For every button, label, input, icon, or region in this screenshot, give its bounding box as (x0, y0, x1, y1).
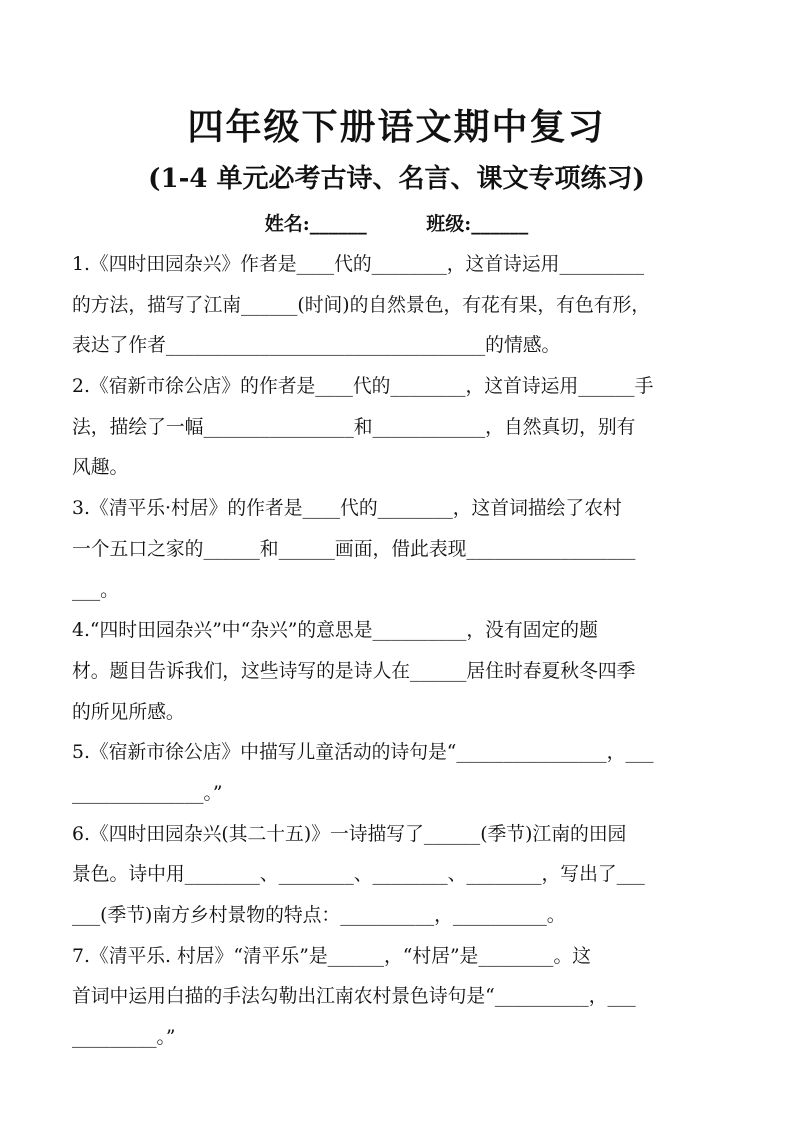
page-subtitle: (1-4 单元必考古诗、名言、课文专项练习) (148, 164, 645, 194)
question-line: 一个五口之家的______和______画面，借此表现__________________ (72, 538, 636, 560)
name-class-row: 姓名:______ 班级:______ (264, 213, 529, 235)
question-7 (72, 937, 726, 1059)
question-line: 风趣。 (72, 457, 129, 479)
question-line: _________。” (72, 1027, 176, 1049)
question-line: 4.“四时田园杂兴”中“杂兴”的意思是__________，没有固定的题 (72, 620, 598, 642)
question-line: 5.《宿新市徐公店》中描写儿童活动的诗句是“________________，___ (72, 742, 654, 764)
question-line: 表达了作者__________________________________的情感。 (72, 335, 561, 357)
question-line: ___(季节)南方乡村景物的特点：__________，__________。 (72, 905, 566, 926)
question-line: 6.《四时田园杂兴(其二十五)》一诗描写了______(季节)江南的田园 (72, 823, 627, 845)
question-line: ___。 (72, 579, 119, 601)
question-line: 的所见所感。 (72, 701, 185, 723)
question-line: 的方法，描写了江南______(时间)的自然景色，有花有果，有色有形， (72, 294, 651, 316)
question-5 (72, 733, 726, 814)
question-line: 法，描绘了一幅________________和____________，自然真切，别有 (72, 416, 636, 438)
question-line: 景色。诗中用________、________、________、________，写出了___ (72, 864, 645, 886)
question-line: 材。题目告诉我们，这些诗写的是诗人在______居住时春夏秋冬四季 (72, 660, 636, 682)
question-line: 2.《宿新市徐公店》的作者是____代的________，这首诗运用______手 (72, 376, 654, 398)
question-line: 首词中运用白描的手法勾勒出江南农村景色诗句是“__________，___ (72, 986, 636, 1008)
question-line: 7.《清平乐. 村居》“清平乐”是______，“村居”是________。这 (72, 945, 592, 967)
page-title: 四年级下册语文期中复习 (187, 106, 606, 148)
question-list (72, 245, 726, 1059)
question-2 (72, 367, 726, 489)
question-6 (72, 815, 726, 937)
question-1 (72, 245, 726, 367)
question-line: 1.《四时田园杂兴》作者是____代的________，这首诗运用_________ (72, 254, 644, 275)
question-line: 3.《清平乐·村居》的作者是____代的________，这首词描绘了农村 (72, 498, 622, 520)
question-3 (72, 489, 726, 611)
question-line: ______________。” (72, 782, 223, 804)
question-4 (72, 611, 726, 733)
